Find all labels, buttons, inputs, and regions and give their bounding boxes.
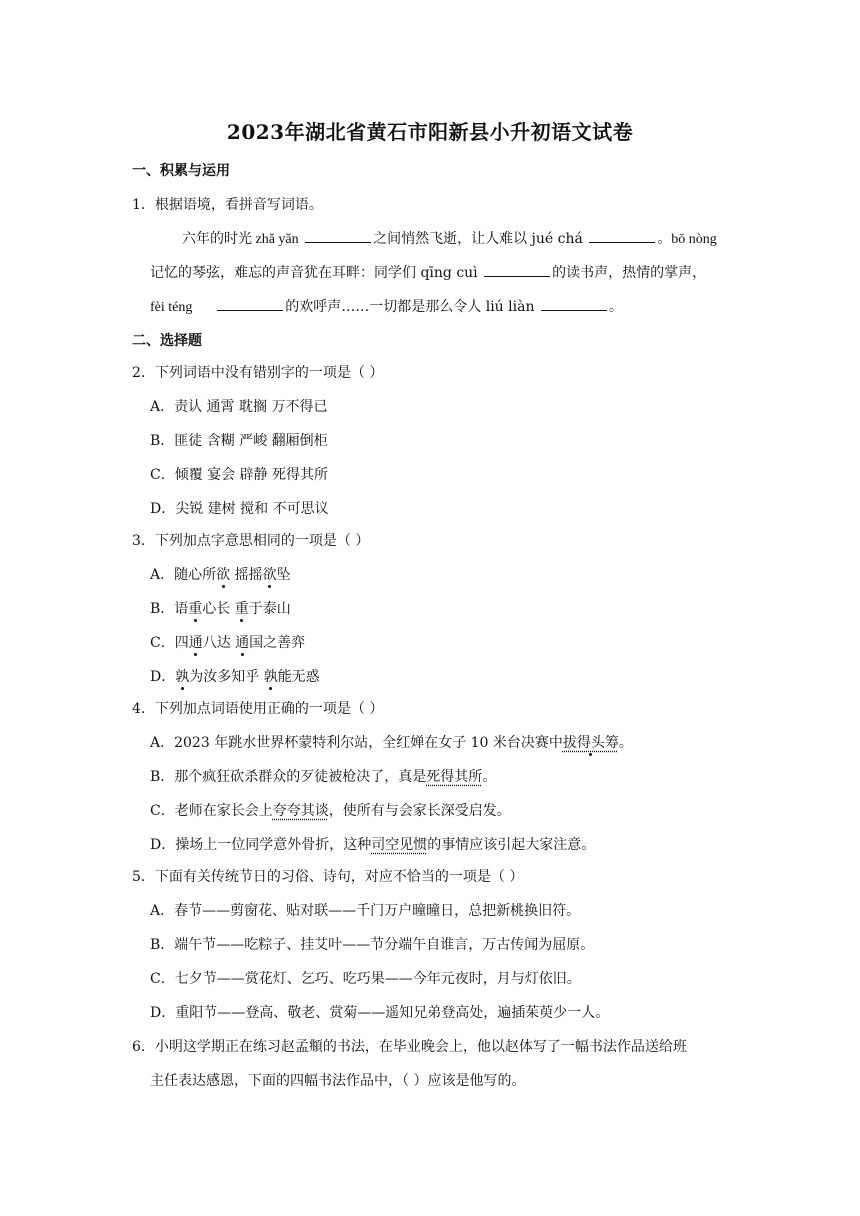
- option-text: D．操场上一位同学意外骨折，这种: [150, 837, 372, 853]
- option-text: 八达: [202, 635, 236, 651]
- section-heading-2: 二、选择题: [132, 333, 202, 349]
- option-text: B．那个疯狂砍杀群众的歹徒被枪决了，真是: [150, 769, 427, 785]
- question-2-stem: 2．下列词语中没有错别字的一项是（ ）: [132, 365, 384, 381]
- answer-blank-1[interactable]: [305, 228, 371, 243]
- q1-text: fèi téng: [150, 300, 193, 315]
- question-4-option-a[interactable]: [150, 732, 633, 752]
- dotted-char: 孰: [175, 669, 190, 685]
- section-heading-1: 一、积累与运用: [132, 163, 230, 179]
- option-text: 国之善弈: [249, 635, 306, 651]
- option-text: 。: [482, 769, 497, 785]
- q1-text: 的读书声，热情的掌声，: [552, 265, 707, 281]
- option-text: C．老师在家长会上: [150, 803, 273, 819]
- question-4-option-b[interactable]: [150, 766, 496, 786]
- question-3-option-d[interactable]: [150, 666, 320, 686]
- question-6-line-1: 6．小明这学期正在练习赵孟頫的书法，在毕业晚会上，他以赵体写了一幅书法作品送给班: [132, 1039, 687, 1055]
- question-2-option-c[interactable]: C．倾覆 宴会 辟静 死得其所: [150, 467, 329, 483]
- option-text: 。: [618, 735, 633, 751]
- option-text: 为汝多知乎: [189, 669, 264, 685]
- answer-blank-4[interactable]: [217, 296, 283, 311]
- question-4-option-c[interactable]: [150, 800, 511, 820]
- dotted-phrase: 死得其所: [426, 769, 483, 785]
- question-2-option-b[interactable]: B．匪徒 含糊 严峻 翻厢倒柜: [150, 433, 328, 449]
- question-1-line-1: [182, 228, 717, 248]
- page-title: 2023年湖北省黄石市阳新县小升初语文试卷: [226, 120, 634, 144]
- dotted-char: 孰: [263, 669, 278, 685]
- option-text: 摇摇: [230, 567, 263, 583]
- q1-text: 。: [608, 299, 623, 315]
- dotted-char: 通: [188, 635, 203, 651]
- option-text: A．2023 年跳水世界杯蒙特利尔站，全红婵在女子 10 米台决赛中: [150, 735, 563, 751]
- dotted-char: 通: [235, 635, 250, 651]
- question-5-option-d[interactable]: D．重阳节——登高、敬老、赏菊——遥知兄弟登高处，遍插茱萸少一人。: [150, 1005, 610, 1021]
- option-text: D．: [150, 669, 176, 685]
- answer-blank-2[interactable]: [589, 228, 655, 243]
- option-text: 的事情应该引起大家注意。: [427, 837, 596, 853]
- question-5-stem: 5．下面有关传统节日的习俗、诗句，对应不恰当的一项是（ ）: [132, 869, 524, 885]
- question-3-stem: 3．下列加点字意思相同的一项是（ ）: [132, 533, 370, 549]
- question-5-option-c[interactable]: C．七夕节——赏花灯、乞巧、吃巧果——今年元夜时，月与灯依旧。: [150, 971, 581, 987]
- option-text: A．随心所: [150, 567, 217, 583]
- dotted-char: 欲: [262, 567, 277, 583]
- q1-text: 六年的时光 zhǎ yǎn: [182, 232, 299, 247]
- option-text: 心长: [202, 601, 235, 617]
- option-text: 坠: [276, 567, 291, 583]
- option-text: 于泰山: [248, 601, 291, 617]
- question-4-option-d[interactable]: [150, 834, 595, 854]
- dotted-char: 欲: [216, 567, 231, 583]
- question-4-stem: 4．下列加点词语使用正确的一项是（ ）: [132, 701, 384, 717]
- option-text: B．语: [150, 601, 189, 617]
- question-3-option-a[interactable]: [150, 564, 291, 584]
- question-2-option-a[interactable]: A．责认 通霄 耽搁 万不得已: [150, 399, 328, 415]
- answer-blank-5[interactable]: [541, 296, 607, 311]
- question-2-option-d[interactable]: D．尖锐 建树 搅和 不可思议: [150, 501, 329, 517]
- q1-text: 的欢呼声……一切都是那么令人 liú liàn: [285, 299, 535, 315]
- dotted-phrase: 夸夸其谈: [272, 803, 329, 819]
- q1-text: 。bō nòng: [657, 232, 717, 247]
- question-5-option-b[interactable]: B．端午节——吃粽子、挂艾叶——节分端午自谁言，万古传闻为屈原。: [150, 937, 595, 953]
- answer-blank-3[interactable]: [484, 262, 550, 277]
- dotted-phrase: 拔得头筹: [562, 735, 619, 751]
- question-1-line-2: [150, 262, 706, 282]
- option-text: C．四: [150, 635, 189, 651]
- option-text: ，使所有与会家长深受启发。: [328, 803, 511, 819]
- question-3-option-c[interactable]: [150, 632, 305, 652]
- question-5-option-a[interactable]: A．春节——剪窗花、贴对联——千门万户曈曈日，总把新桃换旧符。: [150, 903, 581, 919]
- dotted-phrase: 司空见惯: [371, 837, 428, 853]
- dotted-char: 重: [188, 601, 203, 617]
- q1-text: 记忆的琴弦，难忘的声音犹在耳畔：同学们 qīng cuì: [150, 265, 478, 281]
- q1-text: 之间悄然飞逝，让人难以 jué chá: [373, 231, 583, 247]
- option-text: 能无惑: [277, 669, 320, 685]
- question-1-line-3: [150, 296, 623, 316]
- question-6-line-2: 主任表达感恩，下面的四幅书法作品中，（ ）应该是他写的。: [150, 1073, 526, 1089]
- question-1-stem: 1．根据语境，看拼音写词语。: [132, 197, 323, 213]
- question-3-option-b[interactable]: [150, 598, 291, 618]
- dotted-char: 重: [234, 601, 249, 617]
